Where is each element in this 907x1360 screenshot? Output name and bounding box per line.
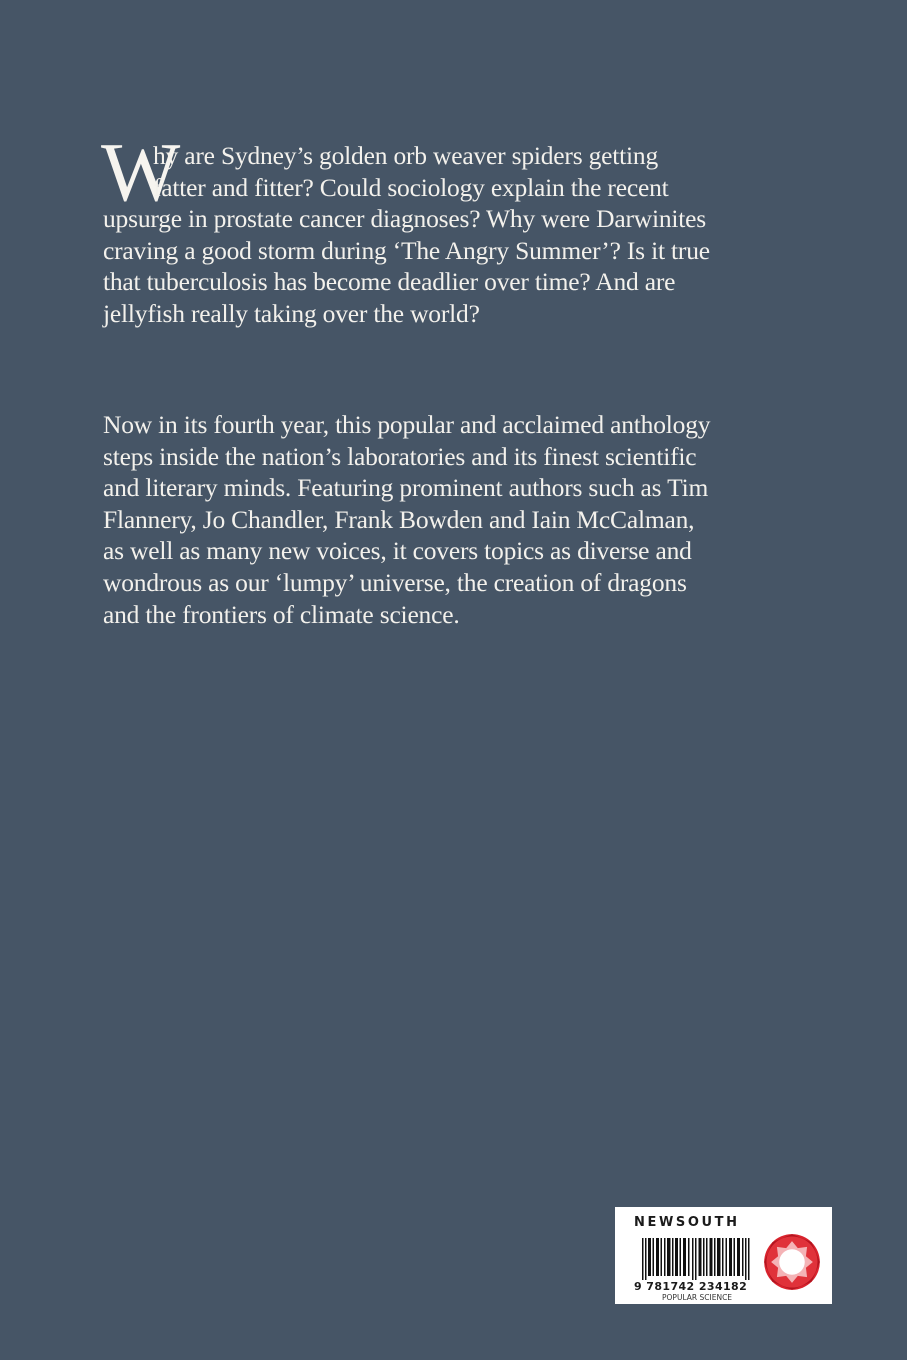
blurb-line: and the frontiers of climate science.: [103, 599, 460, 629]
blurb-line: steps inside the nation’s laboratories and its finest scientific: [103, 441, 697, 471]
category-label: POPULAR SCIENCE: [662, 1293, 733, 1302]
blurb-line: as well as many new voices, it covers topics as diverse and: [103, 536, 692, 566]
blurb-line: craving a good storm during ‘The Angry Summer’? Is it true: [103, 235, 710, 265]
blurb-line: Flannery, Jo Chandler, Frank Bowden and Iain McCalman,: [103, 504, 695, 534]
blurb-line: wondrous as our ‘lumpy’ universe, the creation of dragons: [103, 567, 687, 597]
red-gem-star-icon: [763, 1233, 821, 1291]
blurb-line: and literary minds. Featuring prominent authors such as Tim: [103, 473, 709, 503]
blurb-line: Now in its fourth year, this popular and acclaimed anthology: [103, 410, 711, 439]
blurb-line: jellyfish really taking over the world?: [103, 298, 480, 328]
blurb-line: that tuberculosis has become deadlier over time? And are: [103, 267, 676, 297]
blurb-line: upsurge in prostate cancer diagnoses? Why were Darwinites: [103, 204, 706, 234]
blurb-line: hy are Sydney’s golden orb weaver spiders getting: [153, 141, 659, 170]
blurb-paragraph-1: [103, 140, 803, 330]
drop-cap: W: [101, 126, 181, 219]
publisher-name: NEWSOUTH: [634, 1215, 740, 1230]
isbn-number: 9 781742 234182: [634, 1280, 748, 1293]
blurb-line: fatter and fitter? Could sociology explain the recent: [153, 172, 669, 202]
barcode-icon: [642, 1238, 750, 1280]
barcode-panel: [615, 1207, 832, 1304]
blurb-paragraph-2: [103, 409, 803, 630]
